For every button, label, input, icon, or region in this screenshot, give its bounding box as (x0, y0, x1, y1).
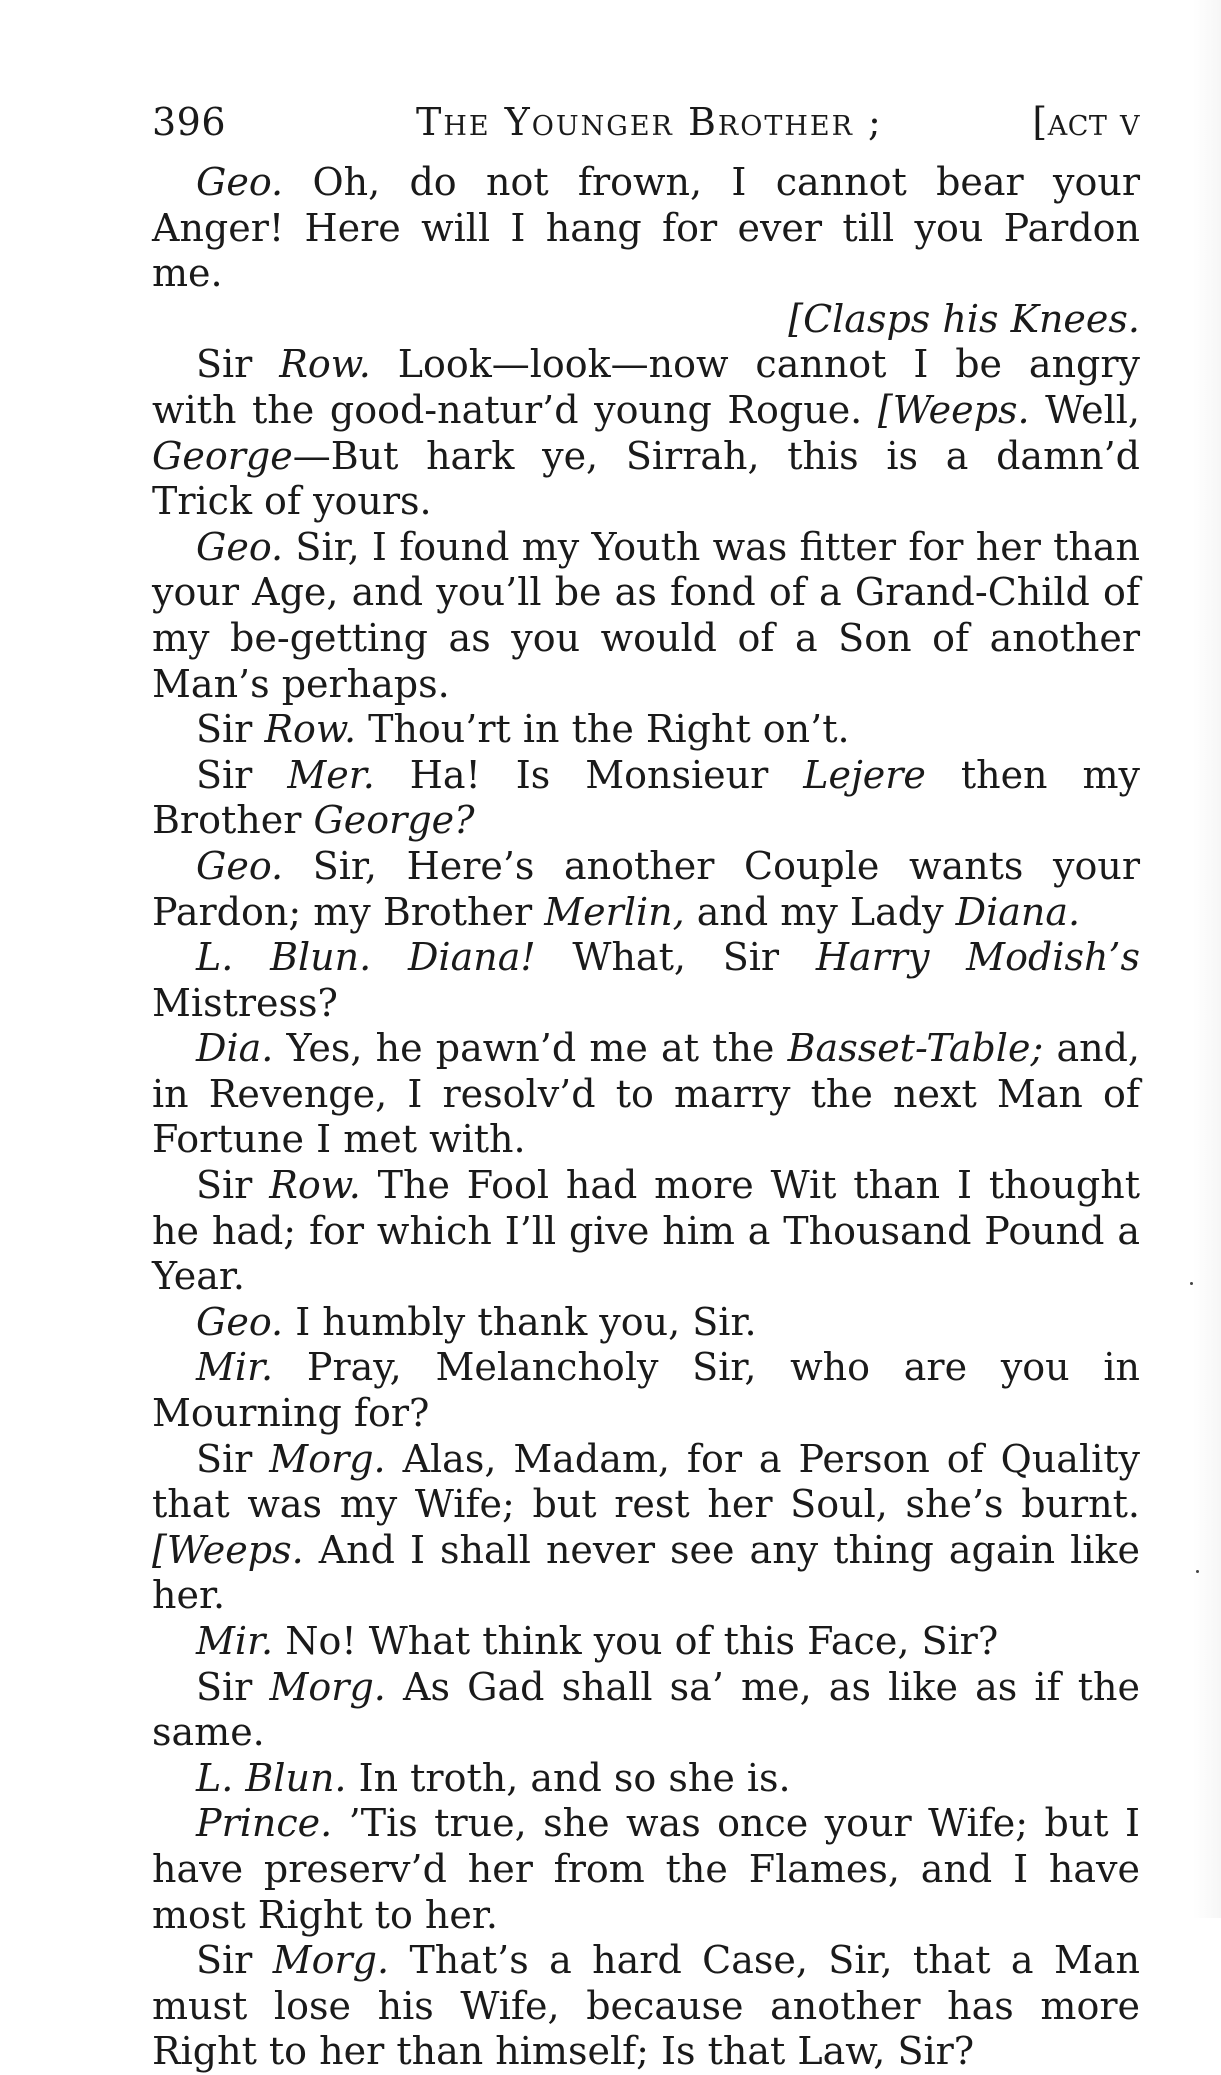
speech-text: Mistress? (152, 980, 338, 1025)
speech-text: Alas, Madam, for a Person of Quality that was my Wife; but rest her Soul, she’s burnt. (152, 1436, 1140, 1527)
speech-text: Thou’rt in the Right on’t. (356, 707, 850, 752)
title-sir: Sir (196, 707, 265, 752)
speech-text: I humbly thank you, Sir. (283, 1299, 757, 1344)
speech-text: and, in Revenge, I resolv’d to marry the next Man of Fortune I met with. (152, 1026, 1140, 1162)
speech-text: Sir, I found my Youth was fitter for her than your Age, and you’ll be as fond of a Grand-Child of my be-getting as you would of a Son of another Man’s perhaps. (152, 524, 1140, 706)
speaker: Row. (264, 707, 357, 752)
speech-diana (152, 1026, 1140, 1163)
speaker: Mer. (287, 752, 375, 797)
dialogue-text (152, 160, 1140, 2075)
speech-sir-rowland-1 (152, 342, 1140, 524)
emphasis-name: George? (313, 798, 475, 843)
running-header (152, 100, 1140, 160)
stage-direction-text: [Weeps. (877, 387, 1030, 432)
emphasis-name: Basset-Table; (787, 1026, 1044, 1071)
speech-sir-morgan-1 (152, 1437, 1140, 1619)
speech-mirtilla-1 (152, 1345, 1140, 1436)
speaker: L. Blun. (196, 1755, 347, 1800)
act-label: [act v (1032, 100, 1140, 144)
stage-direction (152, 297, 1140, 343)
title-sir: Sir (196, 752, 288, 797)
speaker: Geo. (196, 843, 284, 888)
speaker: Row. (269, 1163, 361, 1208)
speech-sir-merlin (152, 753, 1140, 844)
speaker: Geo. (196, 1299, 284, 1344)
speech-george-3 (152, 844, 1140, 935)
speech-mirtilla-2 (152, 1619, 1140, 1665)
speaker: Dia. (196, 1026, 274, 1071)
speech-text: then my Brother (152, 752, 1140, 843)
emphasis-name: Diana. (955, 889, 1081, 934)
running-title: The Younger Brother ; (416, 100, 883, 144)
speech-text: And I shall never see any thing again like her. (152, 1527, 1140, 1618)
speech-george-2 (152, 525, 1140, 707)
page-edge-shadow (1193, 0, 1221, 1918)
speaker: Geo. (196, 524, 284, 569)
speech-sir-rowland-3 (152, 1163, 1140, 1300)
title-sir: Sir (196, 1664, 270, 1709)
speech-text: and my Lady (684, 889, 956, 934)
speaker: Morg. (272, 1938, 390, 1983)
speech-text: Yes, he pawn’d me at the (273, 1026, 788, 1071)
speech-text: Ha! Is Monsieur (374, 752, 804, 797)
emphasis-name: George (152, 433, 293, 478)
speaker: Mir. (196, 1345, 274, 1390)
speech-text: ’Tis true, she was once your Wife; but I have preserv’d her from the Flames, and I have most Right to her. (152, 1801, 1140, 1937)
speaker: Prince. (196, 1801, 333, 1846)
page-number: 396 (152, 100, 227, 144)
emphasis-name: Merlin, (544, 889, 685, 934)
emphasis-name: Harry Modish’s (815, 935, 1141, 980)
speech-text: Oh, do not frown, I cannot bear your Anger! Here will I hang for ever till you Pardon me. (152, 160, 1140, 296)
speech-text: Sir, Here’s another Couple wants your Pardon; my Brother (152, 843, 1140, 934)
print-speck (1190, 1282, 1193, 1285)
speech-text: Look—look—now cannot I be angry with the good-natur’d young Rogue. (152, 342, 1140, 432)
title-sir: Sir (196, 1163, 270, 1208)
speaker: Morg. (269, 1664, 386, 1709)
emphasis-name: Diana! (371, 935, 536, 980)
speaker: Row. (279, 342, 371, 387)
speech-text: —But hark ye, Sirrah, this is a damn’d Trick of yours. (152, 433, 1140, 524)
emphasis-name: Lejere (803, 752, 926, 797)
speech-text: Pray, Melancholy Sir, who are you in Mourning for? (152, 1345, 1140, 1436)
title-sir: Sir (196, 1938, 273, 1983)
speech-sir-morgan-2 (152, 1665, 1140, 1756)
title-sir: Sir (196, 1436, 270, 1481)
speech-text: The Fool had more Wit than I thought he had; for which I’ll give him a Thousand Pound a Year. (152, 1163, 1140, 1299)
speech-george-1 (152, 160, 1140, 297)
stage-direction-text: [Clasps his Knees. (788, 296, 1140, 341)
title-sir: Sir (196, 342, 280, 387)
speech-text: As Gad shall sa’ me, as like as if the same. (152, 1664, 1140, 1755)
print-speck (1196, 1570, 1199, 1573)
speech-text: Well, (1029, 387, 1140, 432)
speech-sir-morgan-3 (152, 1938, 1140, 2075)
speech-text: In troth, and so she is. (346, 1755, 791, 1800)
speech-lady-blunder-1 (152, 935, 1140, 1026)
speaker: L. Blun. (196, 935, 372, 980)
speech-text: That’s a hard Case, Sir, that a Man must lose his Wife, because another has more Right to her than himself; Is that Law, Sir? (152, 1938, 1140, 2074)
speech-george-4 (152, 1300, 1140, 1346)
speaker: Geo. (196, 160, 284, 204)
speaker: Morg. (269, 1436, 386, 1481)
speech-text: What, Sir (535, 935, 816, 980)
speech-sir-rowland-2 (152, 707, 1140, 753)
speaker: Mir. (196, 1619, 274, 1663)
speech-lady-blunder-2 (152, 1756, 1140, 1802)
stage-direction-text: [Weeps. (152, 1527, 304, 1572)
speech-text: No! What think you of this Face, Sir? (273, 1619, 999, 1663)
